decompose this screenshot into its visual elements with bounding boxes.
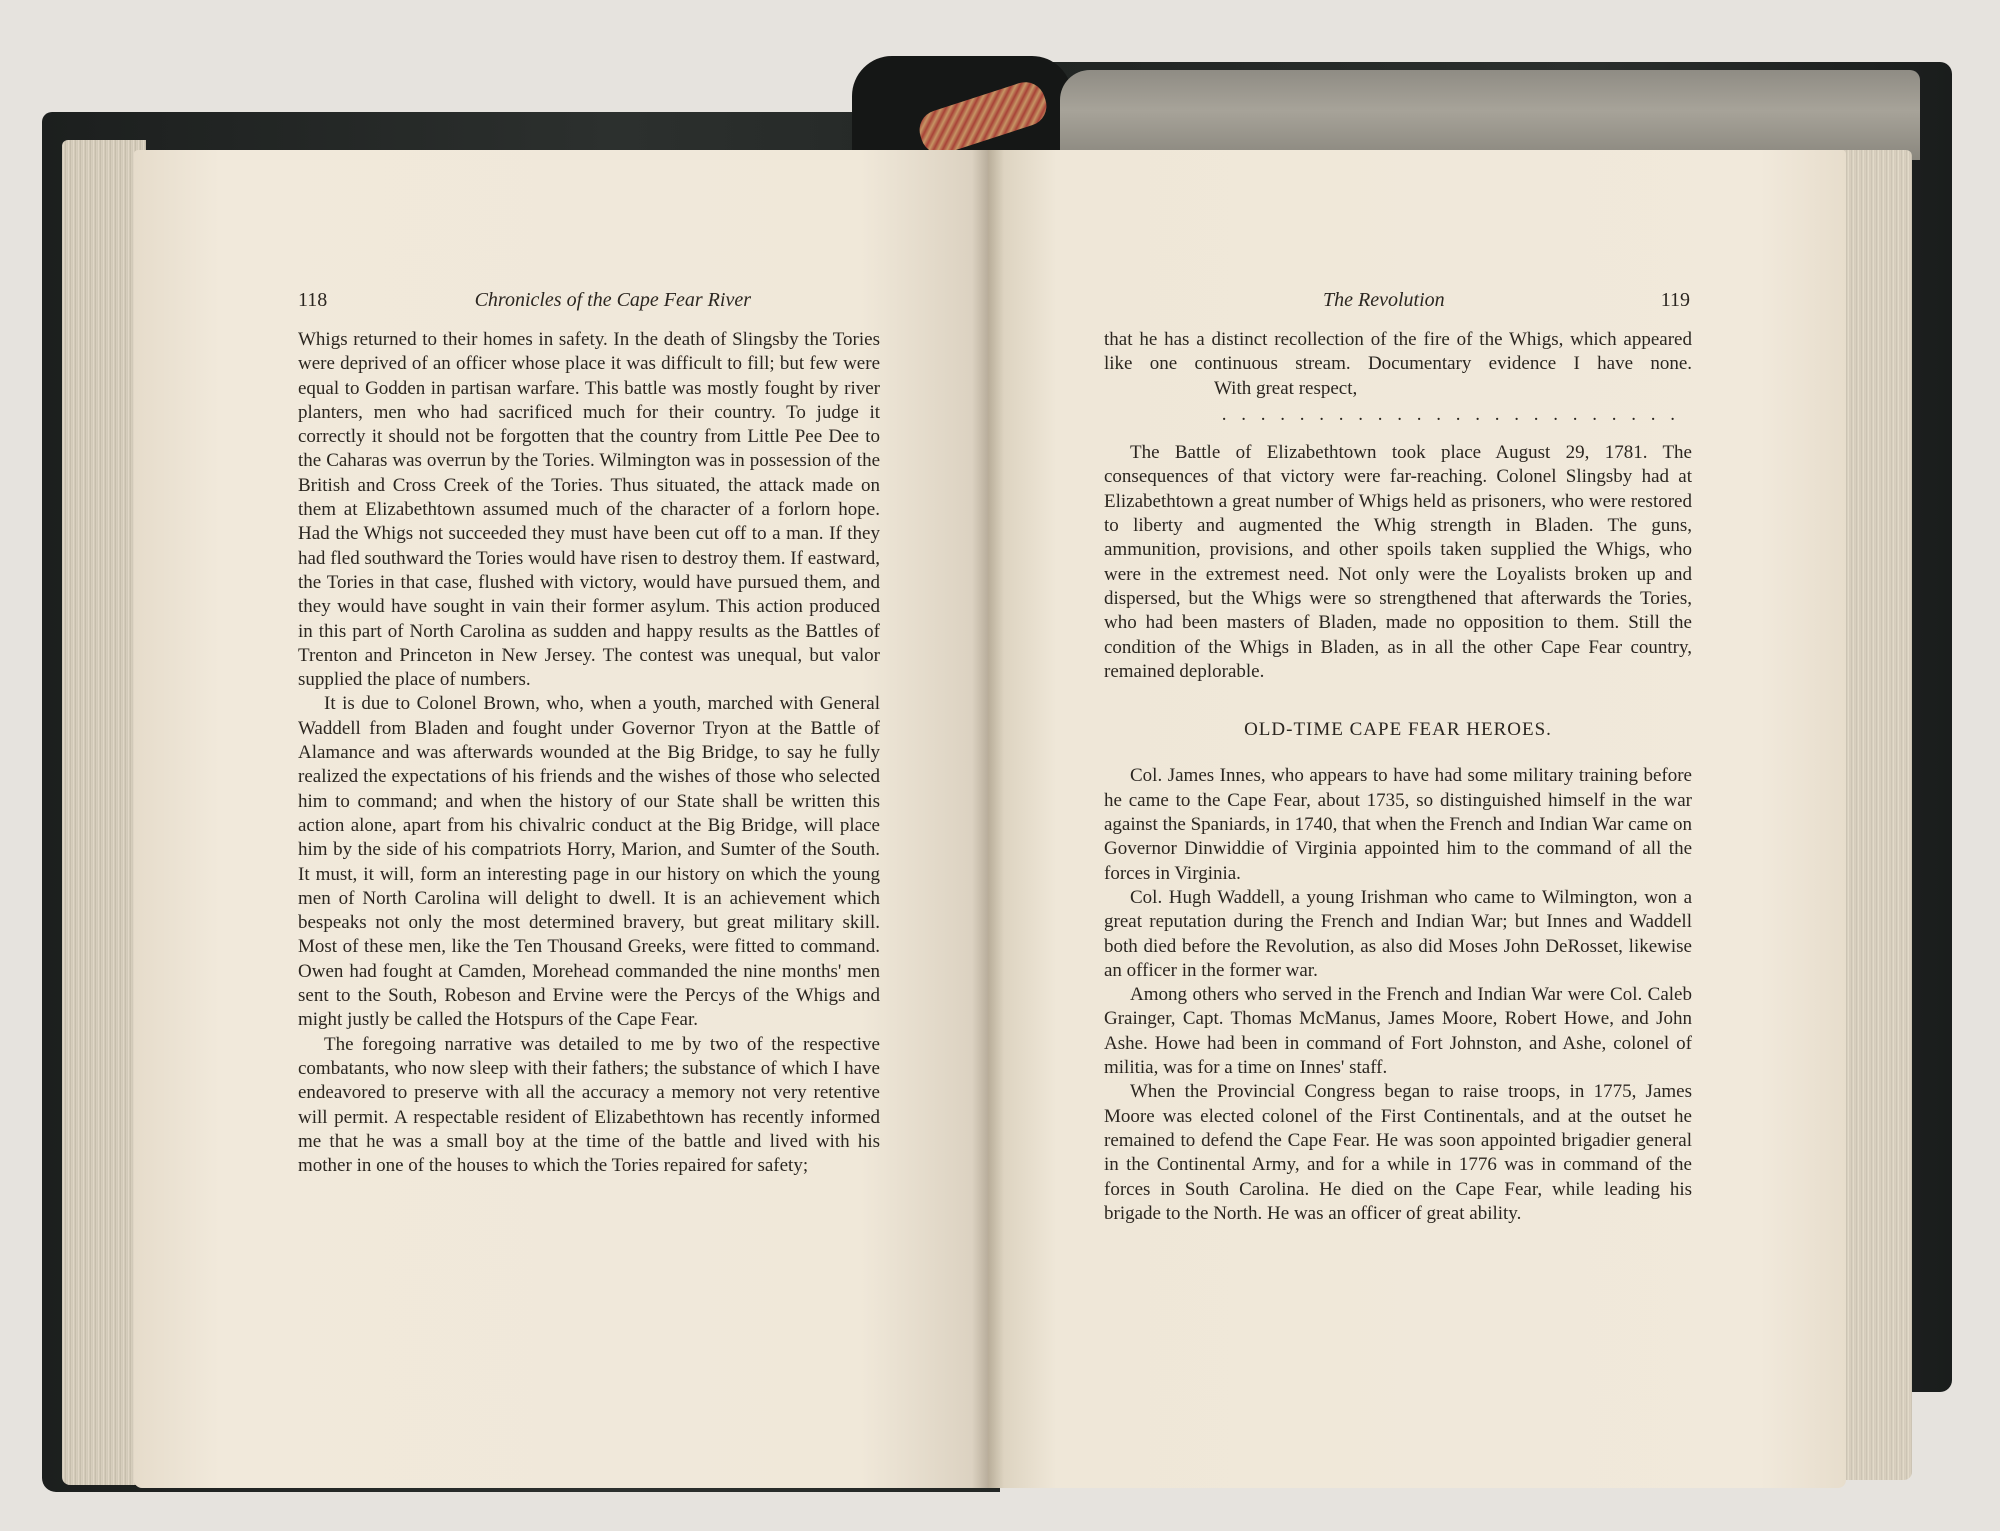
section-heading: OLD-TIME CAPE FEAR HEROES. — [1244, 719, 1552, 741]
letter-opening-text: that he has a distinct recollection of the fire of the Whigs, which appeared like one continuous stream. Documentary evidence I have none. — [1104, 329, 1692, 375]
left-paragraph-2: It is due to Colonel Brown, who, when a youth, marched with General Waddell from Bladen and fought under Governor Tryon at the Battle of Alamance and was afterwards wounded at the Big Bridge, to say he fully realized the expectations of his friends and the wishes of those who selected him to command; and when the history of our State shall be written this action alone, apart from his chivalric conduct at the Big Bridge, will place him by the side of his compatriots Horry, Marion, and Sumter of the South. It must, it will, form an interesting page in our history on which the young men of North Carolina will delight to dwell. It is an achievement which bespeaks not only the most determined bravery, but great military skill. Most of these men, like the Ten Thousand Greeks, were fitted to command. Owen had fought at Camden, Morehead commanded the nine months' men sent to the South, Robeson and Ervine were the Percys of the Whigs and might justly be called the Hotspurs of the Cape Fear. — [298, 693, 880, 1031]
right-running-title: The Revolution — [1323, 289, 1445, 311]
book-gutter — [972, 150, 1004, 1488]
left-running-title: Chronicles of the Cape Fear River — [474, 289, 751, 311]
left-paragraph-1: Whigs returned to their homes in safety. In the death of Slingsby the Tories were deprived of an officer whose place it was difficult to fill; but few were equal to Godden in partisan warfare. This battle was mostly fought by river planters, men who had sacrificed much for their country. To judge it correctly it should not be forgotten that the country from Little Pee Dee to the Caharas was overrun by the Tories. Wilmington was in possession of the British and Cross Creek of the Tories. Thus situated, the attack made on them at Elizabethtown assumed much of the character of a forlorn hope. Had the Whigs not succeeded they must have been cut off to a man. If they had fled southward the Tories would have risen to destroy them. If eastward, the Tories in that case, flushed with victory, would have pursued them, and they would have sought in vain their former asylum. This action produced in this part of North Carolina as sudden and happy results as the Battles of Trenton and Princeton in New Jersey. The contest was unequal, but valor supplied the place of numbers. — [298, 329, 880, 691]
left-page-number: 118 — [298, 289, 328, 311]
left-paragraph-3: The foregoing narrative was detailed to me by two of the respective combatants, who now sleep with their fathers; the substance of which I have endeavored to preserve with all the accuracy a memory not very retentive will permit. A respectable resident of Elizabethtown has recently informed me that he was a small boy at the time of the battle and lived with his mother in one of the houses to which the Tories repaired for safety; — [298, 1033, 880, 1177]
letter-closing-text — [1104, 328, 1692, 401]
ellipsis-divider: . . . . . . . . . . . . . . . . . . . . . . . . — [1221, 403, 1680, 425]
page-block-top-edge — [1060, 70, 1920, 160]
left-page-text — [298, 328, 880, 1178]
right-running-head — [1108, 288, 1690, 312]
right-page-edges — [1840, 150, 1912, 1480]
left-running-head — [298, 288, 883, 312]
right-page-text — [1104, 328, 1692, 1226]
right-paragraph-innes: Col. James Innes, who appears to have had some military training before he came to the Cape Fear, about 1735, so distinguished himself in the war against the Spaniards, in 1740, that when the French and Indian War came on Governor Dinwiddie of Virginia appointed him to the command of all the forces in Virginia. — [1104, 765, 1692, 884]
right-paragraph-waddell: Col. Hugh Waddell, a young Irishman who came to Wilmington, won a great reputation during the French and Indian War; but Innes and Waddell both died before the Revolution, as also did Moses John DeRosset, likewise an officer in the former war. — [1104, 886, 1692, 981]
right-paragraph-moore: When the Provincial Congress began to raise troops, in 1775, James Moore was elected colonel of the First Continentals, and at the outset he remained to defend the Cape Fear. He was soon appointed brigadier general in the Continental Army, and for a while in 1776 was in command of the forces in South Carolina. He died on the Cape Fear, while leading his brigade to the North. He was an officer of great ability. — [1104, 1081, 1692, 1224]
battle-paragraph: The Battle of Elizabethtown took place August 29, 1781. The consequences of that victory were far-reaching. Colonel Slingsby had at Elizabethtown a great number of Whigs held as prisoners, who were restored to liberty and augmented the Whig strength in Bladen. The guns, ammunition, provisions, and other spoils taken supplied the Whigs, who were in the extremest need. Not only were the Loyalists broken up and dispersed, but the Whigs were so strengthened that afterwards the Tories, who had been masters of Bladen, made no opposition to them. Still the condition of the Whigs in Bladen, as in all the other Cape Fear country, remained deplorable. — [1104, 442, 1692, 682]
letter-sign-off: With great respect, — [1214, 377, 1358, 399]
right-paragraph-french-indian-war: Among others who served in the French and Indian War were Col. Caleb Grainger, Capt. Thomas McManus, James Moore, Robert Howe, and John Ashe. Howe had been in command of Fort Johnston, and Ashe, colonel of militia, was for a time on Innes' staff. — [1104, 984, 1692, 1079]
right-page-number: 119 — [1660, 289, 1690, 311]
